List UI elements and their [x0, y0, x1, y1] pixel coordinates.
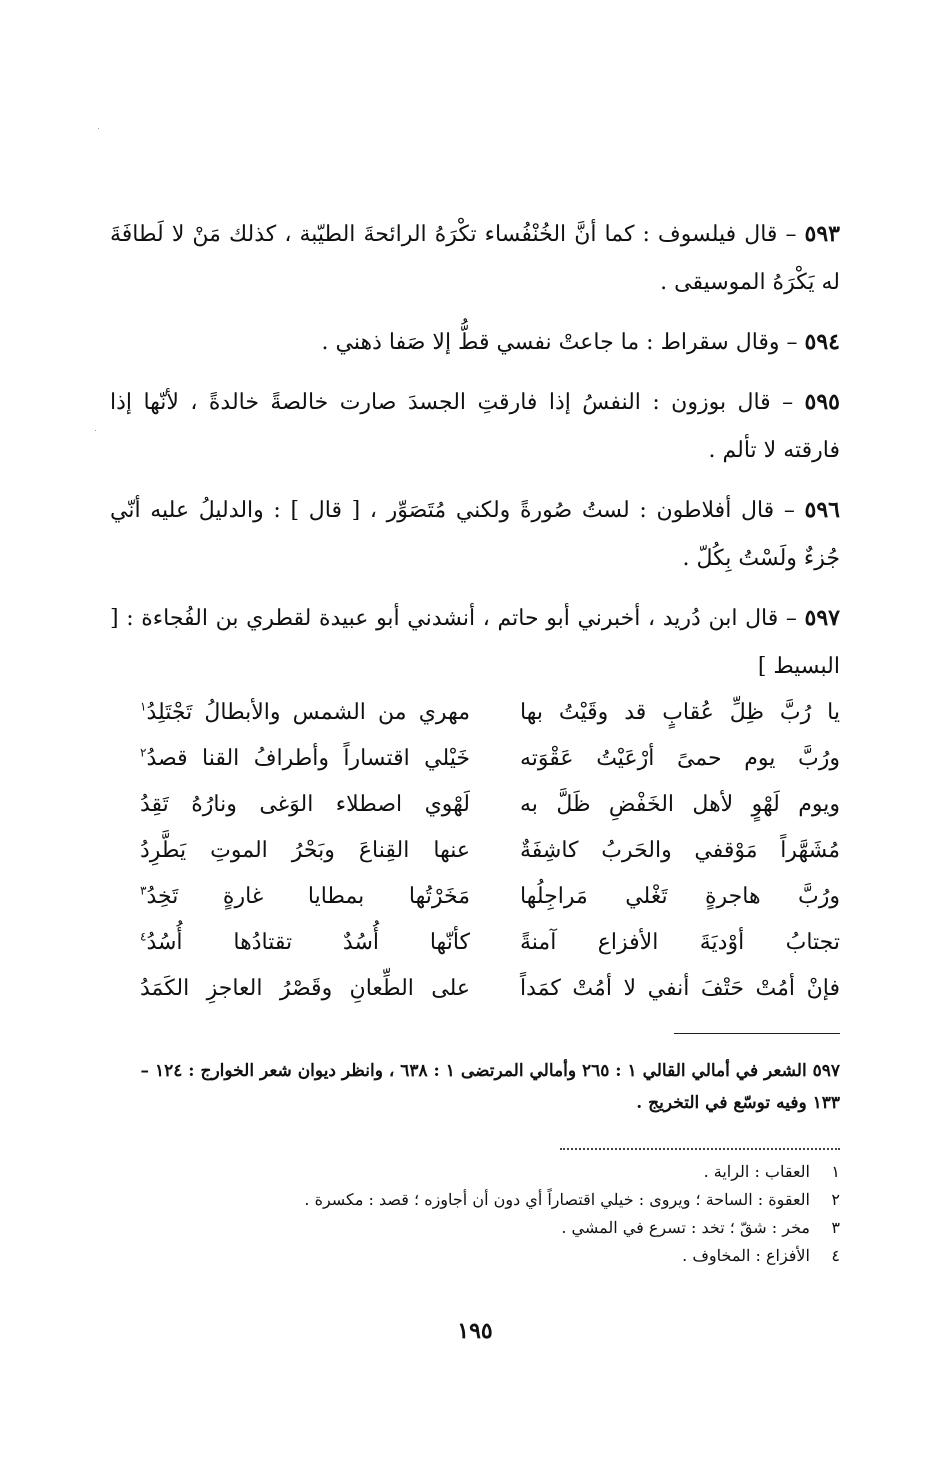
paragraph-text: – قال أفلاطون : لستُ صُورةً ولكني مُتَصَوِّر ، [ قال ] : والدليلُ عليه أنّي جُزءٌ ولَسْتُ بِكُلّ .	[110, 498, 840, 571]
verse-first-hemistich: فإنْ أمُتْ حَتْفَ أنفي لا أمُتْ كمَداً	[520, 976, 840, 1001]
paragraph-number: ٥٩٧	[804, 605, 840, 631]
verse-second-text: كأنّها أُسُدٌ تقتادُها أُسُدُ	[146, 930, 470, 955]
verse-second-hemistich	[140, 736, 470, 782]
footnote-text: الأفزاع : المخاوف .	[682, 1246, 810, 1265]
verse-second-hemistich	[140, 690, 470, 736]
verse-second-text: على الطِّعانِ وقَصْرُ العاجزِ الكَمَدُ	[140, 976, 470, 1001]
poem-verse	[110, 874, 840, 920]
verse-second-text: خَيْلي اقتساراً وأطرافُ القنا قصدُ	[146, 746, 470, 771]
verse-first-hemistich: ويوم لَهْوٍ لأهل الخَفْضِ ظَلَّ به	[520, 792, 840, 817]
verse-first-hemistich: ورُبَّ يوم حمىً أرْعَيْتُ عَقْوَته	[520, 746, 840, 771]
paragraph-596	[110, 486, 840, 583]
footnote-marker: ١	[140, 699, 147, 714]
verse-second-hemistich	[140, 874, 470, 920]
footnote	[110, 1214, 840, 1242]
paragraph-597	[110, 594, 840, 691]
verse-second-text: مَخَرْتُها بمطايا غارةٍ تَخِدُ	[146, 884, 470, 909]
verse-first-hemistich: تجتابُ أوْديَةَ الأفزاع آمنةً	[520, 930, 840, 955]
footnote-marker: ٤	[140, 929, 147, 944]
footnote	[110, 1158, 840, 1186]
verse-first-hemistich: مُشَهَّراً مَوْقفي والحَربُ كاشِفَةٌ	[520, 838, 840, 863]
poem-verse	[110, 828, 840, 874]
paragraph-text: – وقال سقراط : ما جاعتْ نفسي قطُّ إلا صَفا ذهني .	[321, 330, 798, 355]
verse-second-text: عنها القِناعَ وبَحْرُ الموتِ يَطَّرِدُ	[140, 838, 470, 863]
footnote	[110, 1186, 840, 1214]
paragraph-594	[110, 318, 840, 367]
paragraph-number: ٥٩٣	[804, 221, 840, 247]
poem-verse	[110, 920, 840, 966]
poem-verse	[110, 736, 840, 782]
footnote-text: العقاب : الراية .	[703, 1162, 810, 1181]
verse-first-hemistich: يا رُبَّ ظِلِّ عُقابٍ قد وقَيْتُ بها	[520, 700, 840, 725]
verse-second-hemistich	[140, 920, 470, 966]
footnote-separator	[674, 1033, 840, 1034]
paragraph-number: ٥٩٤	[804, 329, 840, 355]
footnote-marker: ٢	[140, 745, 147, 760]
footnote-number: ٤	[831, 1246, 840, 1265]
source-note-number: ٥٩٧	[812, 1061, 840, 1081]
poem	[110, 690, 840, 1012]
paragraph-number: ٥٩٦	[804, 497, 840, 523]
verse-second-hemistich	[140, 828, 470, 874]
poem-verse	[110, 782, 840, 828]
footnote-text: العقوة : الساحة ؛ ويروى : خيلي اقتصاراً أي دون أن أجاوزه ؛ قصد : مكسرة .	[304, 1190, 810, 1209]
footnote-text: مخر : شقّ ؛ تخد : تسرع في المشي .	[561, 1218, 810, 1237]
paragraph-number: ٥٩٥	[804, 389, 840, 415]
paragraph-595	[110, 378, 840, 475]
verse-first-hemistich: ورُبَّ هاجرةٍ تَغْلي مَراجِلُها	[520, 884, 840, 909]
paragraph-text: – قال ابن دُريد ، أخبرني أبو حاتم ، أنشدني أبو عبيدة لقطري بن الفُجاءة : [ البسيط ]	[110, 606, 840, 679]
footnotes	[110, 1158, 840, 1270]
footnote-marker: ٣	[140, 883, 147, 898]
verse-second-text: مهري من الشمس والأبطالُ تَجْتَلِدُ	[146, 700, 470, 725]
footnote-number: ٢	[831, 1190, 840, 1209]
dotted-separator	[560, 1148, 840, 1150]
page-number: ١٩٥	[457, 1318, 493, 1344]
footnote-number: ١	[831, 1162, 840, 1181]
verse-second-text: لَهْوي اصطلاء الوَغى ونارُهُ تَقِدُ	[140, 792, 470, 817]
source-note	[110, 1055, 840, 1119]
scan-speck	[98, 128, 99, 129]
paragraph-text: – قال بوزون : النفسُ إذا فارقتِ الجسدَ صارت خالصةً خالدةً ، لأنّها إذا فارقته لا تألم .	[110, 390, 840, 463]
paragraph-text: – قال فيلسوف : كما أنَّ الخُنْفُساء تكْرَهُ الرائحةَ الطيّبة ، كذلك مَنْ لا لَطافَةَ له يَكْرَهُ الموسيقى .	[110, 222, 840, 295]
source-note-text: الشعر في أمالي القالي ١ : ٢٦٥ وأمالي المرتضى ١ : ٦٣٨ ، وانظر ديوان شعر الخوارج : ١٢٤ – ١٣٣ وفيه توسّع في التخريج .	[140, 1061, 840, 1113]
footnote-number: ٣	[831, 1218, 840, 1237]
poem-verse	[110, 966, 840, 1012]
footnote	[110, 1242, 840, 1270]
paragraph-593	[110, 210, 840, 307]
verse-second-hemistich	[140, 782, 470, 828]
scan-speck	[95, 430, 96, 431]
poem-verse	[110, 690, 840, 736]
verse-second-hemistich	[140, 966, 470, 1012]
